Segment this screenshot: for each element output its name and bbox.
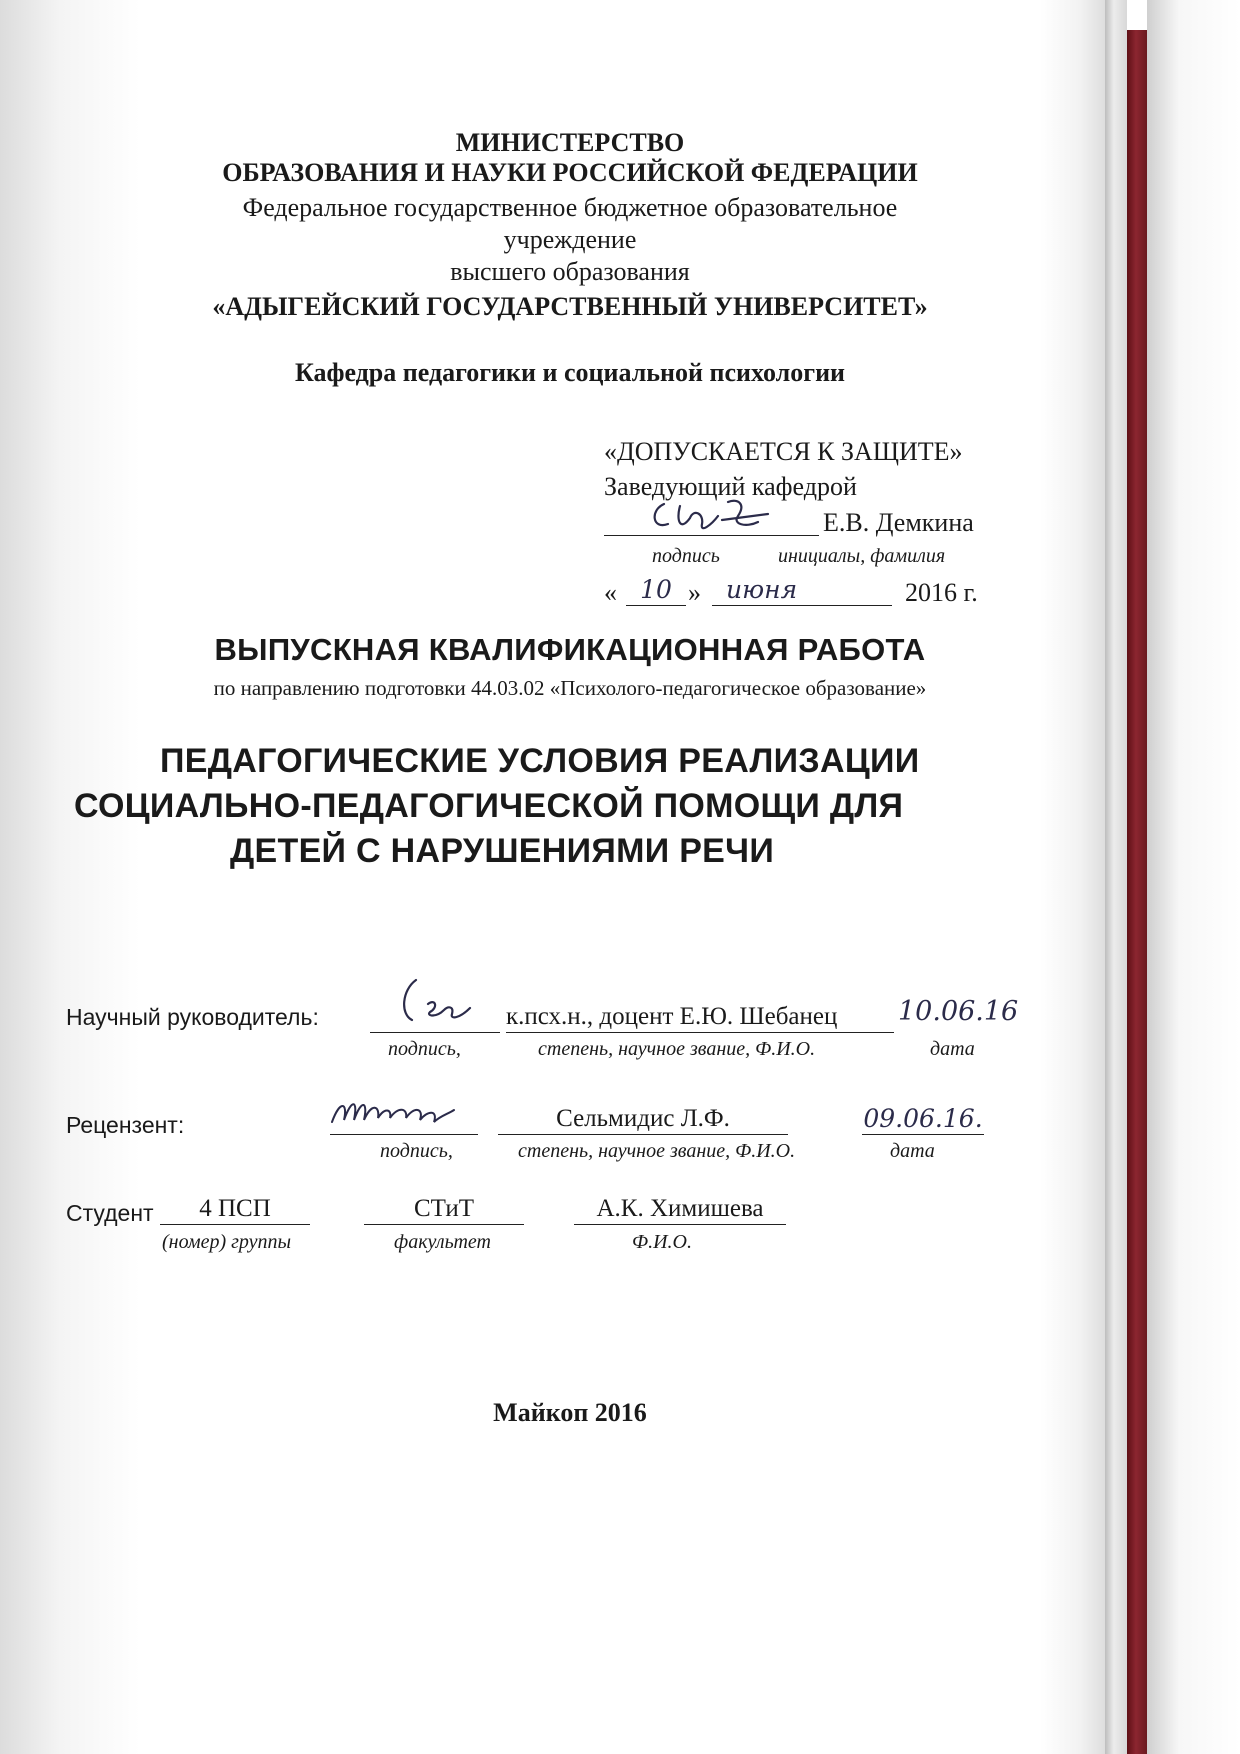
approval-title: «ДОПУСКАЕТСЯ К ЗАЩИТЕ» — [604, 437, 963, 466]
date-open-quote: « — [604, 578, 617, 607]
caption-initials: инициалы, фамилия — [778, 545, 946, 567]
reviewer-caption-signature: подпись, — [380, 1140, 453, 1162]
work-type: ВЫПУСКНАЯ КВАЛИФИКАЦИОННАЯ РАБОТА — [214, 632, 926, 667]
department-name: Кафедра педагогики и социальной психологии — [294, 358, 846, 387]
date-year: 2016 г. — [905, 578, 978, 607]
reviewer-signature-image — [322, 1090, 472, 1134]
student-name: А.К. Химишева — [596, 1195, 764, 1222]
date-day — [626, 575, 686, 606]
city-year: Майкоп 2016 — [493, 1398, 647, 1427]
university-name: «АДЫГЕЙСКИЙ ГОСУДАРСТВЕННЫЙ УНИВЕРСИТЕТ» — [212, 292, 928, 321]
reviewer-label: Рецензент: — [66, 1112, 185, 1138]
approval-position: Заведующий кафедрой — [604, 472, 857, 501]
title-line-3: ДЕТЕЙ С НАРУШЕНИЯМИ РЕЧИ — [230, 832, 775, 870]
student-name-field — [574, 1194, 786, 1225]
supervisor-signature-image — [392, 972, 492, 1032]
binding-edge — [1147, 0, 1240, 1754]
institution-line-3: высшего образования — [450, 257, 690, 286]
date-close-quote: » — [688, 578, 701, 607]
reviewer-name: Сельмидис Л.Ф. — [556, 1105, 730, 1132]
student-caption-group: (номер) группы — [162, 1231, 292, 1253]
work-direction: по направлению подготовки 44.03.02 «Психолого-педагогическое образование» — [213, 676, 927, 700]
institution-line-2: учреждение — [503, 225, 637, 254]
supervisor-name: к.псх.н., доцент Е.Ю. Шебанец — [506, 1003, 838, 1030]
student-caption-name: Ф.И.О. — [632, 1231, 692, 1253]
reviewer-caption-date: дата — [890, 1140, 935, 1162]
binding-strip — [1127, 30, 1147, 1754]
student-faculty: СТиТ — [414, 1195, 474, 1222]
supervisor-name-field — [506, 1002, 894, 1033]
student-group-field — [160, 1194, 310, 1225]
supervisor-date: 10.06.16 — [898, 996, 1019, 1027]
reviewer-date: 09.06.16. — [863, 1104, 983, 1133]
student-faculty-field — [364, 1194, 524, 1225]
institution-line-1: Федеральное государственное бюджетное образовательное — [242, 193, 898, 222]
ministry-line-2: ОБРАЗОВАНИЯ И НАУКИ РОССИЙСКОЙ ФЕДЕРАЦИИ — [222, 158, 918, 187]
reviewer-date-field — [862, 1104, 984, 1135]
title-line-1: ПЕДАГОГИЧЕСКИЕ УСЛОВИЯ РЕАЛИЗАЦИИ — [160, 742, 920, 780]
student-caption-faculty: факультет — [394, 1231, 491, 1253]
student-group: 4 ПСП — [199, 1195, 271, 1222]
ministry-line-1: МИНИСТЕРСТВО — [455, 128, 685, 157]
supervisor-caption-signature: подпись, — [388, 1038, 461, 1060]
date-month-handwritten: июня — [726, 575, 798, 604]
reviewer-caption-degree: степень, научное звание, Ф.И.О. — [518, 1140, 796, 1162]
head-signature-image — [646, 494, 776, 538]
student-label: Студент — [66, 1200, 154, 1226]
reviewer-name-field — [498, 1104, 788, 1135]
date-day-handwritten: 10 — [640, 575, 672, 604]
supervisor-caption-degree: степень, научное звание, Ф.И.О. — [538, 1038, 816, 1060]
date-month — [712, 575, 892, 606]
supervisor-caption-date: дата — [930, 1038, 975, 1060]
supervisor-label: Научный руководитель: — [66, 1004, 319, 1030]
title-line-2: СОЦИАЛЬНО-ПЕДАГОГИЧЕСКОЙ ПОМОЩИ ДЛЯ — [74, 787, 904, 825]
head-name: Е.В. Демкина — [823, 508, 974, 537]
caption-signature: подпись — [652, 545, 720, 567]
